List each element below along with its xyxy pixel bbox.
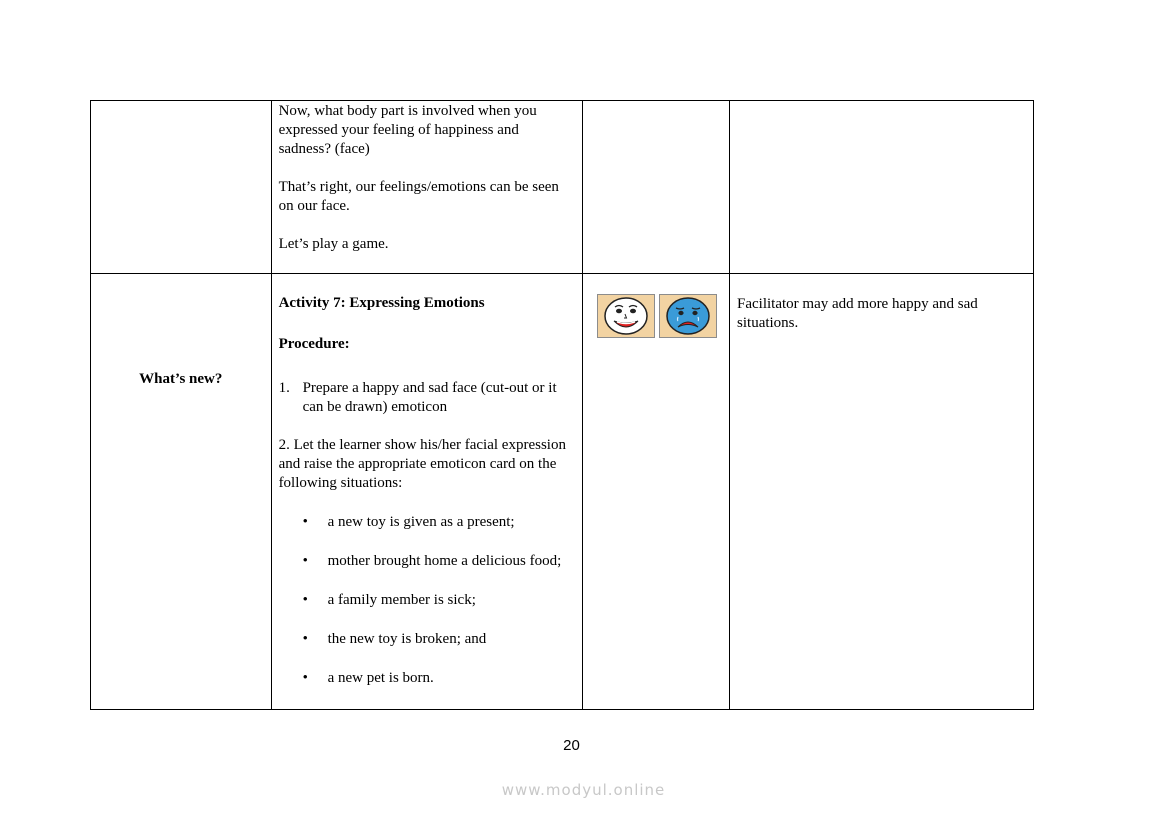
list-item xyxy=(279,630,575,649)
row2-notes-cell xyxy=(730,274,1034,710)
page-number: 20 xyxy=(563,737,580,754)
game-paragraph: Let’s play a game. xyxy=(278,236,389,252)
row2-materials-cell xyxy=(582,274,729,710)
answer-paragraph: That’s right, our feelings/emotions can be seen on our face. xyxy=(278,179,559,214)
situation-text: the new toy is broken; and xyxy=(327,631,487,647)
step-number: 1. xyxy=(278,380,290,396)
bullet-icon: • xyxy=(302,631,308,647)
facilitator-note: Facilitator may add more happy and sad situations. xyxy=(737,296,978,331)
procedure-label: Procedure: xyxy=(278,336,350,352)
table-row xyxy=(91,274,1034,710)
table-row xyxy=(91,101,1034,274)
list-item xyxy=(279,513,575,532)
lesson-table xyxy=(90,100,1034,710)
row2-content-cell xyxy=(271,274,582,710)
row2-label-cell xyxy=(91,274,272,710)
section-label-whats-new: What’s new? xyxy=(139,371,223,387)
row1-content-cell xyxy=(271,101,582,274)
list-item xyxy=(279,552,575,571)
situation-text: a new pet is born. xyxy=(327,670,434,686)
question-paragraph: Now, what body part is involved when you expressed your feeling of happiness and sadness? (face) xyxy=(278,103,537,157)
step-text: Prepare a happy and sad face (cut-out or it can be drawn) emoticon xyxy=(302,380,557,415)
row1-label-cell xyxy=(91,101,272,274)
bullet-icon: • xyxy=(302,514,308,530)
happy-emoticon-card xyxy=(597,294,655,338)
happy-face-icon xyxy=(601,296,651,336)
situation-text: mother brought home a delicious food; xyxy=(327,553,562,569)
list-item xyxy=(279,591,575,610)
situation-text: a new toy is given as a present; xyxy=(327,514,515,530)
row1-notes-cell xyxy=(730,101,1034,274)
row1-materials-cell xyxy=(582,101,729,274)
situations-list xyxy=(279,513,575,688)
sad-emoticon-card xyxy=(659,294,717,338)
watermark: www.modyul.online xyxy=(501,781,666,799)
procedure-step-2: 2. Let the learner show his/her facial expression and raise the appropriate emoticon card on the following situations: xyxy=(278,437,566,491)
bullet-icon: • xyxy=(302,553,308,569)
sad-face-icon xyxy=(663,296,713,336)
emoticon-cards xyxy=(583,274,729,338)
procedure-step-1 xyxy=(279,379,575,417)
bullet-icon: • xyxy=(302,592,308,608)
bullet-icon: • xyxy=(302,670,308,686)
list-item xyxy=(279,669,575,688)
activity-title: Activity 7: Expressing Emotions xyxy=(278,295,485,311)
situation-text: a family member is sick; xyxy=(327,592,476,608)
